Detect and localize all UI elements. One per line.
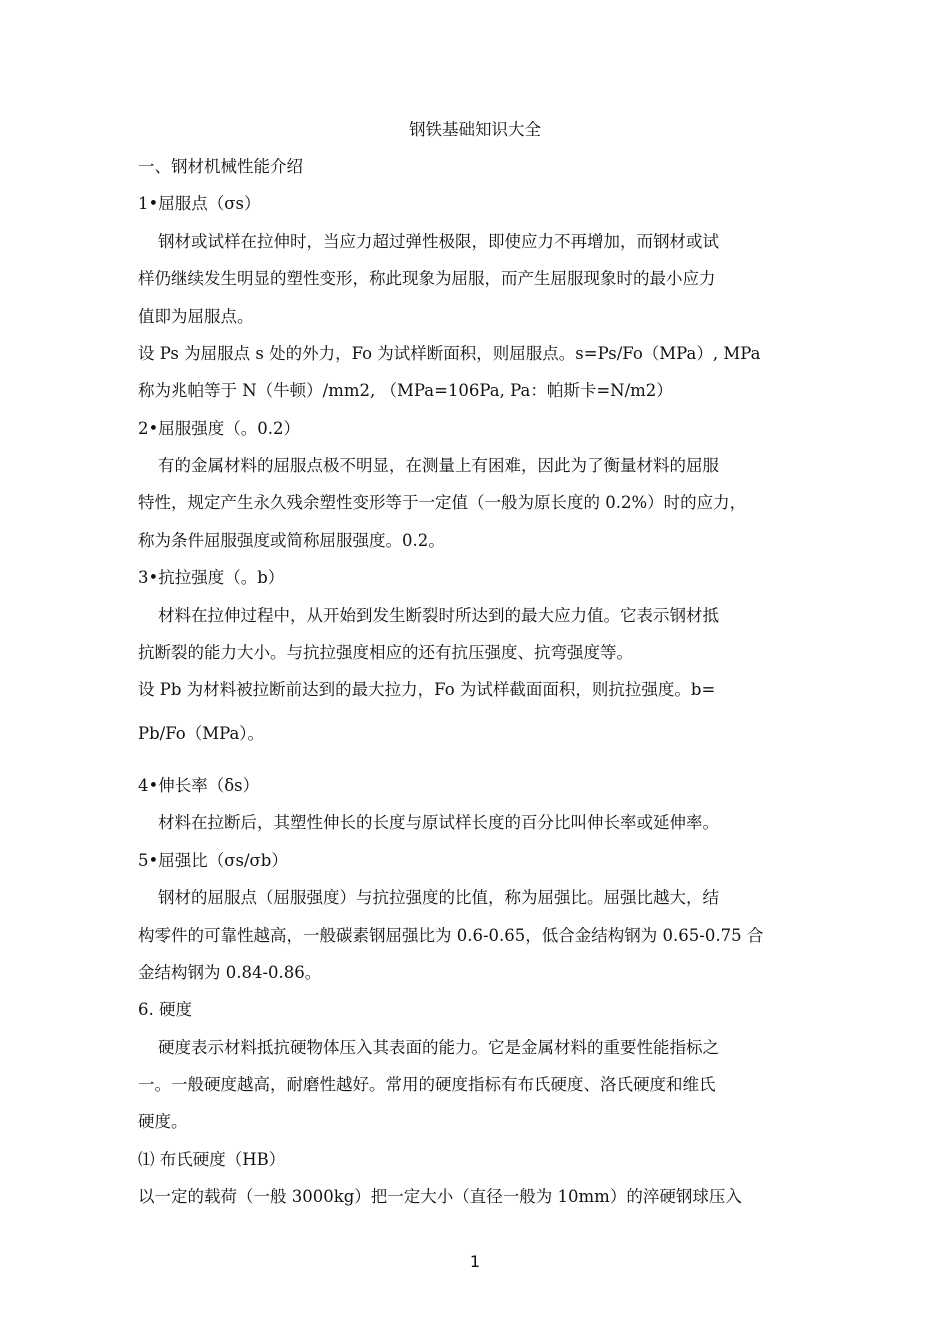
paragraph-line: 设 Pb 为材料被拉断前达到的最大拉力，Fo 为试样截面面积，则抗拉强度。b=: [138, 680, 716, 699]
paragraph-line: 钢材或试样在拉伸时，当应力超过弹性极限，即使应力不再增加，而钢材或试: [158, 232, 719, 251]
paragraph-line: 值即为屈服点。: [138, 307, 254, 326]
paragraph-line: 材料在拉断后，其塑性伸长的长度与原试样长度的百分比叫伸长率或延伸率。: [158, 813, 719, 832]
paragraph-line: 材料在拉伸过程中，从开始到发生断裂时所达到的最大应力值。它表示钢材抵: [158, 606, 719, 625]
paragraph-line: 有的金属材料的屈服点极不明显，在测量上有困难，因此为了衡量材料的屈服: [158, 456, 719, 475]
paragraph-line: 称为兆帕等于 N（牛顿）/mm2, （MPa=106Pa, Pa：帕斯卡=N/m2）: [138, 381, 673, 400]
paragraph-line: 一。一般硬度越高，耐磨性越好。常用的硬度指标有布氏硬度、洛氏硬度和维氏: [138, 1075, 716, 1094]
subsection-heading: 1•屈服点（σs）: [138, 194, 261, 213]
paragraph-line: 称为条件屈服强度或简称屈服强度。0.2。: [138, 531, 445, 550]
paragraph-line: 构零件的可靠性越高，一般碳素钢屈强比为 0.6-0.65，低合金结构钢为 0.65-0.75 合: [138, 926, 764, 945]
paragraph-line: 样仍继续发生明显的塑性变形，称此现象为屈服，而产生屈服现象时的最小应力: [138, 269, 716, 288]
subsection-heading: ⑴ 布氏硬度（HB）: [138, 1150, 286, 1169]
paragraph-line: Pb/Fo（MPa）。: [138, 724, 265, 743]
subsection-heading: 5•屈强比（σs/σb）: [138, 851, 288, 870]
paragraph-line: 硬度。: [138, 1112, 188, 1131]
document-title: 钢铁基础知识大全: [409, 120, 541, 139]
paragraph-line: 钢材的屈服点（屈服强度）与抗拉强度的比值，称为屈强比。屈强比越大，结: [158, 888, 719, 907]
paragraph-line: 金结构钢为 0.84-0.86。: [138, 963, 322, 982]
page-number: 1: [469, 1252, 481, 1271]
paragraph-line: 特性，规定产生永久残余塑性变形等于一定值（一般为原长度的 0.2%）时的应力，: [138, 493, 747, 512]
subsection-heading: 4•伸长率（δs）: [138, 776, 260, 795]
subsection-heading: 6. 硬度: [138, 1000, 192, 1019]
subsection-heading: 2•屈服强度（。0.2）: [138, 419, 300, 438]
subsection-heading: 3•抗拉强度（。b）: [138, 568, 285, 587]
section-heading: 一、钢材机械性能介绍: [138, 157, 303, 176]
paragraph-line: 抗断裂的能力大小。与抗拉强度相应的还有抗压强度、抗弯强度等。: [138, 643, 633, 662]
paragraph-line: 设 Ps 为屈服点 s 处的外力，Fo 为试样断面积，则屈服点。s=Ps/Fo（MPa）, MPa: [138, 344, 761, 363]
paragraph-line: 硬度表示材料抵抗硬物体压入其表面的能力。它是金属材料的重要性能指标之: [158, 1038, 719, 1057]
paragraph-line: 以一定的载荷（一般 3000kg）把一定大小（直径一般为 10mm）的淬硬钢球压入: [138, 1187, 742, 1206]
